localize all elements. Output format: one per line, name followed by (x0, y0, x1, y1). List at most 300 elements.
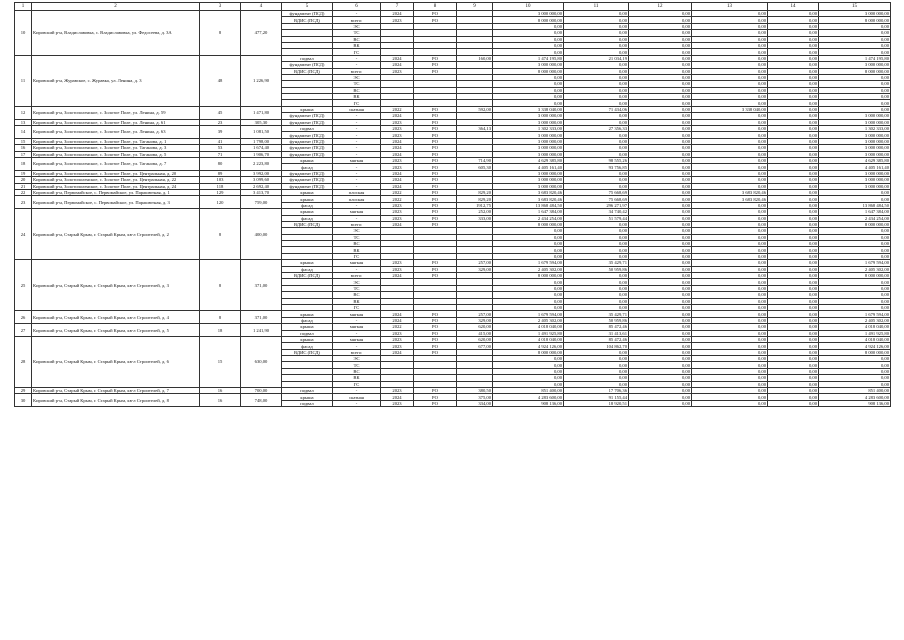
apartments-count: 41 (200, 138, 241, 144)
cost-cell: 0,00 (493, 81, 564, 87)
work-subtype: ВС (333, 368, 381, 374)
work-subtype: - (333, 400, 381, 406)
source-cell: РО (414, 221, 457, 227)
fund-cell: 0,00 (564, 362, 629, 368)
volume-cell: 252,00 (457, 209, 493, 215)
address-cell: Кировский р-н, Золотополенское, с. Золотое Поле, ул. Таганова, д. 5 (32, 151, 200, 157)
col15-cell: 0,00 (819, 279, 891, 285)
volume-cell: 257,00 (457, 311, 493, 317)
col15-cell: 3 000 000,00 (819, 177, 891, 183)
fund-cell: 21 034,19 (564, 55, 629, 61)
fund-cell: 0,00 (564, 132, 629, 138)
work-subtype: ТС (333, 30, 381, 36)
col14-cell: 0,00 (768, 30, 819, 36)
fund-cell: 0,00 (564, 356, 629, 362)
volume-cell: 329,00 (457, 266, 493, 272)
col12-cell: 0,00 (629, 17, 692, 23)
col14-cell: 0,00 (768, 209, 819, 215)
work-type: подвал (282, 400, 333, 406)
source-cell: РО (414, 132, 457, 138)
work-subtype: ВС (333, 36, 381, 42)
work-type: ВДИС (ПСД) (282, 349, 333, 355)
work-type: фундамент (ПСД) (282, 113, 333, 119)
source-cell: РО (414, 260, 457, 266)
year-cell: 2024 (381, 62, 414, 68)
year-cell: 2022 (381, 196, 414, 202)
document-page (14, 0, 890, 640)
table-body (15, 3, 891, 407)
fund-cell: 0,00 (564, 304, 629, 310)
work-subtype: ТС (333, 285, 381, 291)
apartments-count: 118 (200, 183, 241, 189)
col12-cell: 0,00 (629, 23, 692, 29)
col12-cell: 0,00 (629, 119, 692, 125)
year-cell: 2024 (381, 145, 414, 151)
fund-cell: 75 668,69 (564, 196, 629, 202)
col15-cell: 0,00 (819, 253, 891, 259)
row-number: 18 (15, 157, 32, 170)
col13-cell: 0,00 (692, 74, 768, 80)
fund-cell: 0,00 (564, 113, 629, 119)
source-cell: РО (414, 119, 457, 125)
col13-cell: 0,00 (692, 330, 768, 336)
col13-cell: 3 683 820,46 (692, 189, 768, 195)
col14-cell: 0,00 (768, 279, 819, 285)
work-type: фундамент (ПСД) (282, 138, 333, 144)
address-cell: Кировский р-н, Золотополенское, с. Золотое Поле, ул. Центральная, д. 20 (32, 170, 200, 176)
fund-cell: 0,00 (564, 68, 629, 74)
column-number-11: 11 (564, 3, 629, 11)
work-subtype: - (333, 113, 381, 119)
col14-cell: 0,00 (768, 253, 819, 259)
col12-cell: 0,00 (629, 49, 692, 55)
col14-cell: 0,00 (768, 11, 819, 17)
col13-cell: 0,00 (692, 36, 768, 42)
address-cell: Кировский р-н, Золотополенское, с. Золотое Поле, ул. Таганова, д. 1 (32, 138, 200, 144)
col15-cell: 0,00 (819, 49, 891, 55)
col13-cell: 0,00 (692, 285, 768, 291)
work-type: фасад (282, 215, 333, 221)
source-cell: РО (414, 11, 457, 17)
col15-cell: 0,00 (819, 362, 891, 368)
year-cell: 2023 (381, 336, 414, 342)
col12-cell: 0,00 (629, 260, 692, 266)
col12-cell: 0,00 (629, 228, 692, 234)
year-cell: 2024 (381, 394, 414, 400)
fund-cell: 71 434,06 (564, 106, 629, 112)
source-cell: РО (414, 343, 457, 349)
work-type: фасад (282, 164, 333, 170)
fund-cell: 27 356,33 (564, 126, 629, 132)
col14-cell: 0,00 (768, 241, 819, 247)
col14-cell: 0,00 (768, 23, 819, 29)
fund-cell: 0,00 (564, 87, 629, 93)
fund-cell: 50 959,86 (564, 266, 629, 272)
work-subtype: ГС (333, 49, 381, 55)
area-cell: 1 798,00 (241, 138, 282, 144)
col13-cell: 0,00 (692, 375, 768, 381)
cost-cell: 4 924 126,00 (493, 343, 564, 349)
apartments-count: 129 (200, 189, 241, 195)
col14-cell: 0,00 (768, 55, 819, 61)
address-cell: Кировский р-н, Золотополенское, с. Золотое Поле, ул. Ленина, д. 63 (32, 126, 200, 139)
year-cell: 2023 (381, 202, 414, 208)
source-cell: РО (414, 157, 457, 163)
work-type: подвал (282, 126, 333, 132)
volume-cell: 364,13 (457, 126, 493, 132)
work-subtype: всего: (333, 17, 381, 23)
col13-cell: 0,00 (692, 356, 768, 362)
col15-cell: 3 000 000,00 (819, 132, 891, 138)
col15-cell: 0,00 (819, 87, 891, 93)
area-cell: 3 099,60 (241, 177, 282, 183)
col12-cell: 0,00 (629, 311, 692, 317)
col12-cell: 0,00 (629, 279, 692, 285)
col15-cell: 3 000 000,00 (819, 138, 891, 144)
col12-cell: 0,00 (629, 215, 692, 221)
row-number: 11 (15, 55, 32, 106)
fund-cell: 0,00 (564, 100, 629, 106)
apartments-count: 8 (200, 260, 241, 311)
col12-cell: 0,00 (629, 388, 692, 394)
year-cell: 2023 (381, 330, 414, 336)
col14-cell: 0,00 (768, 132, 819, 138)
col13-cell: 0,00 (692, 273, 768, 279)
col13-cell: 0,00 (692, 164, 768, 170)
col15-cell: 908 136,00 (819, 400, 891, 406)
col14-cell: 0,00 (768, 336, 819, 342)
col14-cell: 0,00 (768, 298, 819, 304)
col12-cell: 0,00 (629, 375, 692, 381)
year-cell: 2022 (381, 324, 414, 330)
work-subtype: ТС (333, 362, 381, 368)
col13-cell: 0,00 (692, 170, 768, 176)
col13-cell: 0,00 (692, 388, 768, 394)
col13-cell: 0,00 (692, 221, 768, 227)
work-subtype: ВС (333, 292, 381, 298)
cost-cell: 0,00 (493, 368, 564, 374)
cost-cell: 0,00 (493, 279, 564, 285)
work-type: фасад (282, 266, 333, 272)
col14-cell: 0,00 (768, 317, 819, 323)
fund-cell: 85 472,46 (564, 336, 629, 342)
source-cell: РО (414, 317, 457, 323)
cost-cell: 8 000 000,00 (493, 349, 564, 355)
work-type: подвал (282, 388, 333, 394)
apartments-count: 18 (200, 324, 241, 337)
col14-cell: 0,00 (768, 362, 819, 368)
cost-cell: 3 000 000,00 (493, 151, 564, 157)
cost-cell: 0,00 (493, 362, 564, 368)
year-cell: 2024 (381, 138, 414, 144)
area-cell: 371,00 (241, 260, 282, 311)
work-subtype: - (333, 164, 381, 170)
cost-cell: 3 000 000,00 (493, 183, 564, 189)
col14-cell: 0,00 (768, 368, 819, 374)
work-subtype: - (333, 151, 381, 157)
cost-cell: 13 868 484,50 (493, 202, 564, 208)
col12-cell: 0,00 (629, 196, 692, 202)
col12-cell: 0,00 (629, 266, 692, 272)
cost-cell: 0,00 (493, 100, 564, 106)
cost-cell: 4 405 161,40 (493, 164, 564, 170)
fund-cell: 0,00 (564, 221, 629, 227)
cost-cell: 0,00 (493, 49, 564, 55)
cost-cell: 3 000 000,00 (493, 177, 564, 183)
col12-cell: 0,00 (629, 94, 692, 100)
col15-cell: 0,00 (819, 234, 891, 240)
work-subtype: ВК (333, 94, 381, 100)
cost-cell: 3 683 820,46 (493, 189, 564, 195)
apartments-count: 48 (200, 55, 241, 106)
fund-cell: 0,00 (564, 30, 629, 36)
source-cell: РО (414, 311, 457, 317)
work-subtype: - (333, 388, 381, 394)
area-cell: 1 906,70 (241, 151, 282, 157)
work-type: ВДИС (ПСД) (282, 17, 333, 23)
cost-cell: 0,00 (493, 234, 564, 240)
row-number: 20 (15, 177, 32, 183)
col15-cell: 8 000 000,00 (819, 17, 891, 23)
cost-cell: 3 338 040,00 (493, 106, 564, 112)
work-subtype: мягкая (333, 209, 381, 215)
year-cell: 2023 (381, 164, 414, 170)
work-type: крыша (282, 106, 333, 112)
fund-cell: 98 555,26 (564, 157, 629, 163)
year-cell: 2023 (381, 215, 414, 221)
col15-cell: 0,00 (819, 368, 891, 374)
fund-cell: 0,00 (564, 74, 629, 80)
volume-cell: 415,00 (457, 330, 493, 336)
fund-cell: 0,00 (564, 285, 629, 291)
col14-cell: 0,00 (768, 74, 819, 80)
source-cell: РО (414, 349, 457, 355)
col15-cell: 0,00 (819, 100, 891, 106)
fund-cell: 75 668,69 (564, 189, 629, 195)
work-subtype: всего: (333, 349, 381, 355)
cost-cell: 0,00 (493, 381, 564, 387)
cost-cell: 1 679 594,00 (493, 311, 564, 317)
cost-cell: 0,00 (493, 228, 564, 234)
column-number-4: 4 (241, 3, 282, 11)
year-cell: 2024 (381, 183, 414, 189)
col15-cell: 3 000 000,00 (819, 183, 891, 189)
fund-cell: 0,00 (564, 17, 629, 23)
address-cell: Кировский р-н, Старый Крым, г. Старый Крым, кв-л Строителей, д. 3 (32, 260, 200, 311)
row-number: 23 (15, 196, 32, 209)
col12-cell: 0,00 (629, 202, 692, 208)
col15-cell: 0,00 (819, 285, 891, 291)
row-number: 13 (15, 119, 32, 125)
col15-cell: 4 405 161,40 (819, 164, 891, 170)
cost-cell: 8 000 000,00 (493, 68, 564, 74)
work-type: крыша (282, 311, 333, 317)
col14-cell: 0,00 (768, 145, 819, 151)
work-type: крыша (282, 324, 333, 330)
col12-cell: 0,00 (629, 343, 692, 349)
area-cell: 400,00 (241, 209, 282, 260)
cost-cell: 0,00 (493, 87, 564, 93)
cost-cell: 0,00 (493, 23, 564, 29)
col12-cell: 0,00 (629, 247, 692, 253)
work-subtype: ГС (333, 304, 381, 310)
work-subtype: - (333, 317, 381, 323)
col14-cell: 0,00 (768, 343, 819, 349)
volume-cell: 333,00 (457, 215, 493, 221)
col12-cell: 0,00 (629, 87, 692, 93)
year-cell: 2024 (381, 317, 414, 323)
col15-cell: 3 000 000,00 (819, 151, 891, 157)
col14-cell: 0,00 (768, 260, 819, 266)
fund-cell: 0,00 (564, 62, 629, 68)
fund-cell: 0,00 (564, 368, 629, 374)
row-number: 21 (15, 183, 32, 189)
col13-cell: 0,00 (692, 177, 768, 183)
col14-cell: 0,00 (768, 375, 819, 381)
col13-cell: 0,00 (692, 247, 768, 253)
col14-cell: 0,00 (768, 189, 819, 195)
fund-cell: 0,00 (564, 145, 629, 151)
col15-cell: 0,00 (819, 241, 891, 247)
work-type: крыша (282, 260, 333, 266)
col14-cell: 0,00 (768, 349, 819, 355)
volume-cell: 714,90 (457, 157, 493, 163)
work-subtype: - (333, 119, 381, 125)
col14-cell: 0,00 (768, 215, 819, 221)
fund-cell: 0,00 (564, 81, 629, 87)
year-cell: 2024 (381, 151, 414, 157)
col13-cell: 0,00 (692, 279, 768, 285)
col13-cell: 0,00 (692, 298, 768, 304)
col14-cell: 0,00 (768, 356, 819, 362)
volume-cell: 160,00 (457, 55, 493, 61)
col12-cell: 0,00 (629, 362, 692, 368)
col12-cell: 0,00 (629, 164, 692, 170)
col12-cell: 0,00 (629, 157, 692, 163)
col13-cell: 0,00 (692, 87, 768, 93)
source-cell: РО (414, 68, 457, 74)
cost-cell: 2 434 254,00 (493, 215, 564, 221)
volume-cell: 620,00 (457, 336, 493, 342)
area-cell: 759,00 (241, 196, 282, 209)
col13-cell: 0,00 (692, 62, 768, 68)
fund-cell: 35 429,71 (564, 311, 629, 317)
fund-cell: 0,00 (564, 381, 629, 387)
work-subtype: - (333, 62, 381, 68)
work-subtype: плоская (333, 196, 381, 202)
area-cell: 305,30 (241, 119, 282, 125)
col13-cell: 0,00 (692, 68, 768, 74)
col15-cell: 0,00 (819, 30, 891, 36)
area-cell: 1 081,50 (241, 126, 282, 139)
year-cell: 2023 (381, 266, 414, 272)
work-subtype: - (333, 266, 381, 272)
col15-cell: 1 679 594,00 (819, 311, 891, 317)
work-subtype: - (333, 11, 381, 17)
col12-cell: 0,00 (629, 126, 692, 132)
work-subtype: ТС (333, 234, 381, 240)
address-cell: Кировский р-н, Золотополенское, с. Золотое Поле, ул. Центральная, д. 24 (32, 183, 200, 189)
address-cell: Кировский р-н, Золотополенское, с. Золотое Поле, ул. Ленина, д. 59 (32, 106, 200, 119)
work-subtype: - (333, 126, 381, 132)
col15-cell: 851 400,00 (819, 388, 891, 394)
row-number: 10 (15, 11, 32, 56)
col15-cell: 2 405 302,00 (819, 317, 891, 323)
fund-cell: 0,00 (564, 138, 629, 144)
cost-cell: 3 000 000,00 (493, 132, 564, 138)
col15-cell: 1 491 925,80 (819, 330, 891, 336)
work-subtype: ТС (333, 81, 381, 87)
col13-cell: 0,00 (692, 81, 768, 87)
address-cell: Кировский р-н, Старый Крым, г. Старый Крым, кв-л Строителей, д. 6 (32, 336, 200, 387)
col12-cell: 0,00 (629, 177, 692, 183)
header-row (15, 3, 891, 11)
apartments-count: 39 (200, 126, 241, 139)
cost-cell: 2 405 302,00 (493, 266, 564, 272)
cost-cell: 3 000 000,00 (493, 145, 564, 151)
col15-cell: 0,00 (819, 74, 891, 80)
cost-cell: 3 000 000,00 (493, 119, 564, 125)
col12-cell: 0,00 (629, 209, 692, 215)
source-cell: РО (414, 62, 457, 68)
area-cell: 2 692,40 (241, 183, 282, 189)
col12-cell: 0,00 (629, 189, 692, 195)
fund-cell: 51 579,44 (564, 215, 629, 221)
col15-cell: 0,00 (819, 106, 891, 112)
year-cell: 2023 (381, 343, 414, 349)
work-subtype: - (333, 202, 381, 208)
volume-cell: 334,00 (457, 400, 493, 406)
cost-cell: 1 647 384,00 (493, 209, 564, 215)
source-cell: РО (414, 151, 457, 157)
col12-cell: 0,00 (629, 368, 692, 374)
col12-cell: 0,00 (629, 336, 692, 342)
col15-cell: 0,00 (819, 381, 891, 387)
col15-cell: 0,00 (819, 304, 891, 310)
col13-cell: 0,00 (692, 113, 768, 119)
work-type: фундамент (ПСД) (282, 145, 333, 151)
col13-cell: 0,00 (692, 157, 768, 163)
col12-cell: 0,00 (629, 55, 692, 61)
col13-cell: 0,00 (692, 343, 768, 349)
fund-cell: 0,00 (564, 273, 629, 279)
col15-cell: 8 000 000,00 (819, 221, 891, 227)
address-cell: Кировский р-н, Первомайское, с. Первомайское, ул. Парашютная, д. 1 (32, 189, 200, 195)
work-subtype: - (333, 138, 381, 144)
col15-cell: 0,00 (819, 94, 891, 100)
col12-cell: 0,00 (629, 356, 692, 362)
source-cell: РО (414, 113, 457, 119)
work-type: крыша (282, 196, 333, 202)
cost-cell: 4 018 040,00 (493, 336, 564, 342)
work-type: крыша (282, 189, 333, 195)
cost-cell: 0,00 (493, 292, 564, 298)
volume-cell: 329,00 (457, 317, 493, 323)
col14-cell: 0,00 (768, 273, 819, 279)
col12-cell: 0,00 (629, 74, 692, 80)
apartments-count: 103 (200, 177, 241, 183)
col14-cell: 0,00 (768, 49, 819, 55)
work-subtype: - (333, 170, 381, 176)
work-subtype: - (333, 132, 381, 138)
year-cell: 2024 (381, 113, 414, 119)
cost-cell: 8 000 000,00 (493, 17, 564, 23)
work-subtype: ЭС (333, 228, 381, 234)
col13-cell: 0,00 (692, 11, 768, 17)
col12-cell: 0,00 (629, 285, 692, 291)
col14-cell: 0,00 (768, 170, 819, 176)
year-cell: 2023 (381, 209, 414, 215)
